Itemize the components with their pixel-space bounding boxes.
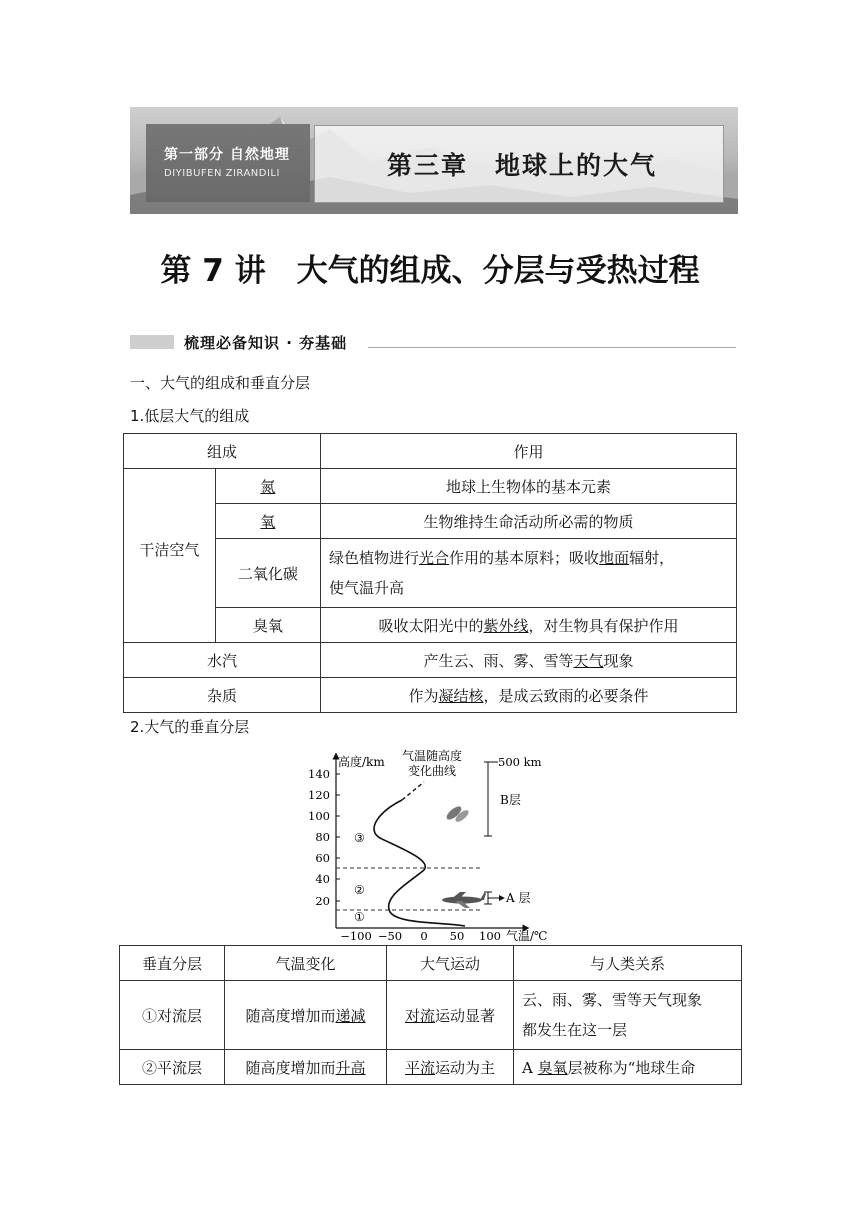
cell-text: 辐射， [629, 549, 675, 567]
table-cell: ①对流层 [120, 981, 225, 1050]
cell-text: 层被称为“地球生命 [567, 1058, 696, 1077]
y-tick: 80 [315, 830, 330, 844]
cell-text: 绿色植物进行 [329, 549, 420, 567]
section-bar-block [130, 335, 174, 349]
chapter-title: 第三章 地球上的大气 [387, 151, 658, 180]
x-tick-labels [340, 929, 501, 943]
table-row [124, 608, 737, 643]
underlined-term: 递减 [335, 1006, 366, 1025]
vertical-layers-table [119, 945, 742, 1085]
table-cell [225, 981, 387, 1050]
underlined-term: 地面 [599, 549, 630, 567]
x-tick: −50 [377, 929, 403, 943]
temperature-curve-extension [402, 782, 424, 800]
top-altitude-label: 500 km [498, 755, 542, 769]
section-label: 梳理必备知识 · 夯基础 [184, 334, 348, 352]
y-axis-label: 高度/km [338, 755, 385, 769]
table-cell [321, 643, 737, 678]
table-cell [321, 539, 737, 608]
table-row [120, 981, 742, 1050]
table-cell [215, 504, 320, 539]
table-row [124, 678, 737, 713]
table-cell: 地球上生物体的基本元素 [321, 469, 737, 504]
part-pinyin: DIYIBUFEN ZIRANDILI [164, 168, 280, 179]
cell-text: 现象 [603, 651, 634, 670]
table-cell [514, 981, 742, 1050]
layer-marker-2: ② [354, 883, 365, 897]
table-cell [387, 1050, 514, 1085]
cell-text: 运动显著 [435, 1006, 496, 1025]
cell-text: 随高度增加而 [245, 1006, 336, 1025]
table-header-cell: 大气运动 [387, 946, 514, 981]
lesson-title: 第 7 讲 大气的组成、分层与受热过程 [160, 253, 700, 289]
y-tick: 120 [308, 788, 330, 802]
table-header-cell: 气温变化 [225, 946, 387, 981]
heading-low-atmosphere: 1.低层大气的组成 [130, 407, 250, 425]
airplane-icon [442, 892, 486, 908]
table-row [124, 469, 737, 504]
underlined-term: 光合 [419, 549, 450, 567]
underlined-term: 氮 [260, 477, 276, 496]
table-cell [514, 1050, 742, 1085]
curve-label: 变化曲线 [408, 764, 457, 778]
underlined-term: 紫外线 [483, 616, 529, 635]
table-row [120, 1050, 742, 1085]
underlined-term: 凝结核 [438, 686, 484, 705]
y-tick: 100 [308, 809, 330, 823]
x-tick: −100 [340, 929, 372, 943]
table-cell: 水汽 [124, 643, 321, 678]
layer-a-label: A 层 [506, 891, 531, 905]
underlined-term: 升高 [335, 1058, 366, 1077]
cell-text: 随高度增加而 [245, 1058, 336, 1077]
curve-label: 气温随高度 [402, 749, 463, 763]
cell-text: 都发生在这一层 [522, 1021, 628, 1039]
atmosphere-layers-diagram [290, 742, 570, 944]
cell-text: 运动为主 [435, 1058, 496, 1077]
y-tick: 40 [315, 872, 330, 886]
table-cell: 生物维持生命活动所必需的物质 [321, 504, 737, 539]
table-header-cell: 垂直分层 [120, 946, 225, 981]
y-tick-marks [336, 774, 340, 901]
underlined-term: 平流 [404, 1058, 435, 1077]
x-axis-label: 气温/℃ [506, 929, 548, 943]
table-cell [215, 469, 320, 504]
cell-text: 作为 [408, 686, 439, 705]
section-divider [368, 347, 736, 348]
y-tick: 140 [308, 767, 330, 781]
underlined-term: 对流 [404, 1006, 435, 1025]
x-tick: 100 [479, 929, 501, 943]
table-header-row [124, 434, 737, 469]
cell-text: 产生云、雨、雾、雪等 [423, 651, 574, 670]
cell-text: 云、雨、雾、雪等天气现象 [522, 991, 703, 1009]
table-cell: 干洁空气 [124, 469, 216, 643]
part-label-box [146, 124, 310, 202]
heading-composition-and-layers: 一、大气的组成和垂直分层 [130, 374, 311, 392]
cell-text: A [522, 1058, 538, 1077]
cell-text: ，对生物具有保护作用 [528, 616, 679, 635]
cell-text: ，是成云致雨的必要条件 [483, 686, 649, 705]
x-tick: 0 [420, 929, 428, 943]
y-tick-labels [308, 767, 330, 908]
chapter-banner [130, 107, 738, 214]
table-header-row [120, 946, 742, 981]
layer-b-label: B层 [500, 793, 521, 807]
heading-vertical-layers: 2.大气的垂直分层 [130, 718, 250, 736]
section-bar [130, 333, 736, 351]
table-header-cell: 组成 [124, 434, 321, 469]
cell-text: 作用的基本原料；吸收 [449, 549, 600, 567]
cell-text: 吸收太阳光中的 [378, 616, 484, 635]
table-header-cell: 作用 [321, 434, 737, 469]
table-header-cell: 与人类关系 [514, 946, 742, 981]
table-row [124, 539, 737, 608]
x-tick: 50 [449, 929, 465, 943]
layer-marker-3: ③ [354, 831, 365, 845]
underlined-term: 氧 [260, 512, 276, 531]
table-cell [321, 608, 737, 643]
layer-marker-1: ① [354, 910, 365, 924]
table-cell: 杂质 [124, 678, 321, 713]
cell-text: 使气温升高 [329, 579, 405, 597]
underlined-term: 臭氧 [537, 1058, 568, 1077]
underlined-term: 天气 [573, 651, 604, 670]
y-tick: 20 [315, 894, 330, 908]
composition-table [123, 433, 737, 713]
table-cell [387, 981, 514, 1050]
y-tick: 60 [315, 851, 330, 865]
table-cell [321, 678, 737, 713]
table-row [124, 643, 737, 678]
aurora-icon [445, 804, 471, 824]
part-label: 第一部分 自然地理 [164, 147, 290, 163]
table-cell: 二氧化碳 [215, 539, 320, 608]
chapter-title-box [314, 125, 724, 203]
table-row [124, 504, 737, 539]
table-cell [225, 1050, 387, 1085]
table-cell: 臭氧 [215, 608, 320, 643]
table-cell: ②平流层 [120, 1050, 225, 1085]
